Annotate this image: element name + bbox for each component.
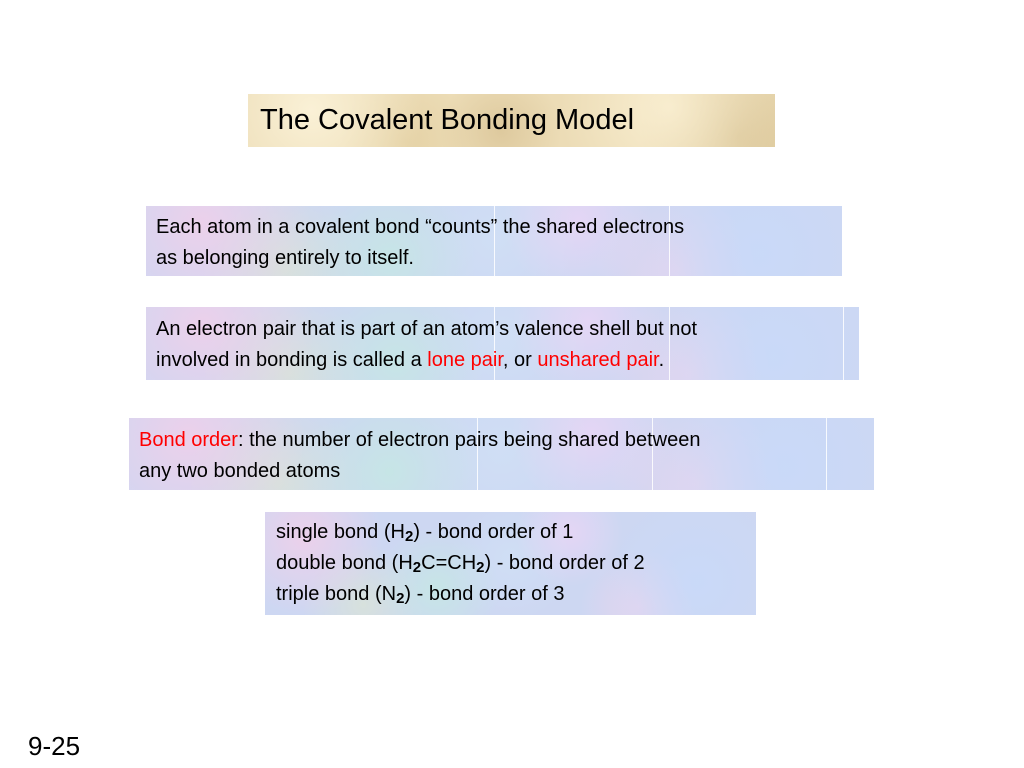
unshared-pair-term: unshared pair (537, 349, 659, 371)
lone-pair-period: . (658, 349, 665, 371)
bond-order-term: Bond order (139, 429, 238, 451)
covalent-bond-definition-text (156, 212, 842, 274)
double-bond-example: double bond $(H_2C=CH_2)$ - bond order of 2 (276, 552, 645, 576)
lone-pair-definition-text (156, 314, 859, 376)
bond-order-definition-text (139, 425, 874, 487)
bond-order-examples-list (276, 517, 756, 610)
covalent-bond-definition-box (146, 206, 842, 276)
bond-order-examples-box (265, 512, 756, 615)
slide-number: 9-25 (28, 731, 81, 761)
lone-pair-connector: , or (502, 349, 538, 371)
triple-bond-example: triple bond $(N_2)$ - bond order of 3 (276, 583, 565, 607)
slide-title (248, 94, 775, 147)
lone-pair-line-1: An electron pair that is part of an atom’s valence shell but not (156, 318, 698, 340)
bond-order-definition-box (129, 418, 874, 490)
definition-line-2: as belonging entirely to itself. (156, 247, 414, 269)
lone-pair-definition-box (146, 307, 859, 380)
single-bond-example: single bond $(H_2)$ - bond order of 1 (276, 521, 574, 545)
bond-order-line-1: : the number of electron pairs being shared between (237, 429, 701, 451)
slide-title-text: The Covalent Bonding Model (260, 104, 635, 136)
definition-line-1: Each atom in a covalent bond “counts” the shared electrons (156, 216, 685, 238)
bond-order-line-2: any two bonded atoms (139, 460, 341, 482)
lone-pair-line-2-start: involved in bonding is called a (156, 349, 428, 371)
lone-pair-term: lone pair (427, 349, 503, 371)
